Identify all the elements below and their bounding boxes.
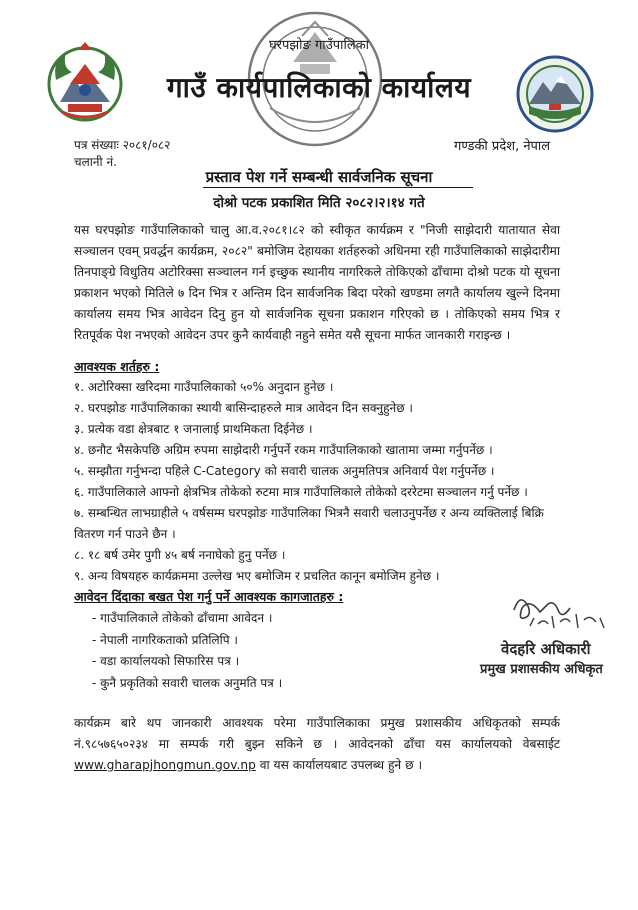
list-item: - नेपाली नागरिकताको प्रतिलिपि । <box>92 630 282 652</box>
list-item: १. अटोरिक्सा खरिदमा गाउँपालिकाको ५०% अनुदान हुनेछ । <box>74 380 334 394</box>
list-item: - कुनै प्रकृतिको सवारी चालक अनुमति पत्र । <box>92 673 282 695</box>
office-sub-heading: घरपझोङ गाउँपालिका <box>268 38 370 53</box>
documents-list <box>92 608 282 694</box>
list-item: - वडा कार्यालयको सिफारिस पत्र । <box>92 651 282 673</box>
list-item: ४. छनौट भैसकेपछि अग्रिम रुपमा साझेदारी गर्नुपर्ने रकम गाउँपालिकाको खातामा जम्मा गर्नुपर्नेछ । <box>74 443 493 457</box>
signatory-name: वेदहरि अधिकारी <box>501 640 591 658</box>
handwritten-signature-icon <box>500 588 630 638</box>
list-item: ३. प्रत्येक वडा क्षेत्रबाट १ जनालाई प्राथमिकता दिईनेछ । <box>74 422 313 436</box>
website-link[interactable]: www.gharapjhongmun.gov.np <box>74 758 256 772</box>
office-name-heading: गाउँ कार्यपालिकाको कार्यालय <box>166 71 472 104</box>
requirements-heading: आवश्यक शर्तहरु : <box>74 359 160 374</box>
contact-text-end: वा यस कार्यालयबाट उपलब्ध हुने छ । <box>259 758 423 772</box>
requirements-list <box>74 377 574 587</box>
list-item: ८. १८ बर्ष उमेर पुगी ४५ बर्ष ननाघेको हुनु पर्नेछ । <box>74 548 286 562</box>
title-divider <box>203 187 473 188</box>
notice-title: प्रस्ताव पेश गर्ने सम्बन्धी सार्वजनिक सूचना <box>205 168 433 186</box>
list-item: ६. गाउँपालिकाले आफ्नो क्षेत्रभित्र तोकेको रुटमा मात्र गाउँपालिकाले तोकेको दररेटमा सञ्चालन गर्नु पर्नेछ । <box>74 485 528 499</box>
contact-paragraph <box>74 713 560 776</box>
dispatch-number: चलानी नं. <box>74 155 117 169</box>
list-item: - गाउँपालिकाले तोकेको ढाँचामा आवेदन । <box>92 608 282 630</box>
list-item: ९. अन्य विषयहरु कार्यक्रममा उल्लेख भए बमोजिम र प्रचलित कानून बमोजिम हुनेछ । <box>74 569 440 583</box>
list-item: २. घरपझोङ गाउँपालिकाका स्थायी बासिन्दाहरुले मात्र आवेदन दिन सक्नुहुनेछ । <box>74 401 413 415</box>
intro-paragraph: यस घरपझोङ गाउँपालिकाको चालु आ.व.२०८१।८२ को स्वीकृत कार्यक्रम र "निजी साझेदारी यातायात सेवा सञ्चालन एवम् प्रवर्द्धन कार्यक्रम, २०८२" बमोजिम देहायका शर्तहरुको अधिनमा रही गाउँपालिकाको साझेदारीमा तिनपाङ्ग्रे विधुतिय अटोरिक्सा सञ्चालन गर्न इच्छुक स्थानीय नागरिकले तोकिएको ढाँचामा दोश्रो पटक यो सूचना प्रकाशन भएको मितिले ७ दिन भित्र र अन्तिम दिन सार्वजनिक बिदा परेको खण्डमा लगतै कार्यालय खुल्ने दिनमा कार्यालय समय भित्र आवेदन दिनु हुन यो सार्वजनिक सूचना प्रकाशन गरिएको छ । तोकिएको समय भित्र र रितपूर्वक पेश नभएको आवेदन उपर कुनै कार्यवाही नहुने समेत यसै सूचना मार्फत जानकारी गराइन्छ । <box>74 223 560 342</box>
notice-subtitle: दोश्रो पटक प्रकाशित मिति २०८२।२।१४ गते <box>213 195 425 211</box>
documents-heading: आवेदन दिंदाका बखत पेश गर्नु पर्ने आवश्यक कागजातहरु : <box>74 589 344 604</box>
list-item: ५. सम्झौता गर्नुभन्दा पहिले C-Category को सवारी चालक अनुमतिपत्र अनिवार्य पेश गर्नुपर्नेछ । <box>74 464 495 478</box>
province-address: गण्डकी प्रदेश, नेपाल <box>454 139 551 154</box>
signatory-title: प्रमुख प्रशासकीय अधिकृत <box>480 662 603 677</box>
list-item: ७. सम्बन्धित लाभग्राहीले ५ वर्षसम्म घरपझोङ गाउँपालिका भित्रनै सवारी चलाउनुपर्नेछ र अन्य व्यक्तिलाई बिक्रि वितरण गर्न पाउने छैन । <box>74 506 544 541</box>
reference-number: पत्र संख्याः २०८१/०८२ <box>74 138 171 152</box>
contact-text: कार्यक्रम बारे थप जानकारी आवश्यक परेमा गाउँपालिकाका प्रमुख प्रशासकीय अधिकृतको सम्पर्क नं.९८५७६५०२३४ मा सम्पर्क गरी बुझ्न सकिने छ । आवेदनको ढाँचा यस कार्यालयको वेबसाईट <box>74 716 560 751</box>
